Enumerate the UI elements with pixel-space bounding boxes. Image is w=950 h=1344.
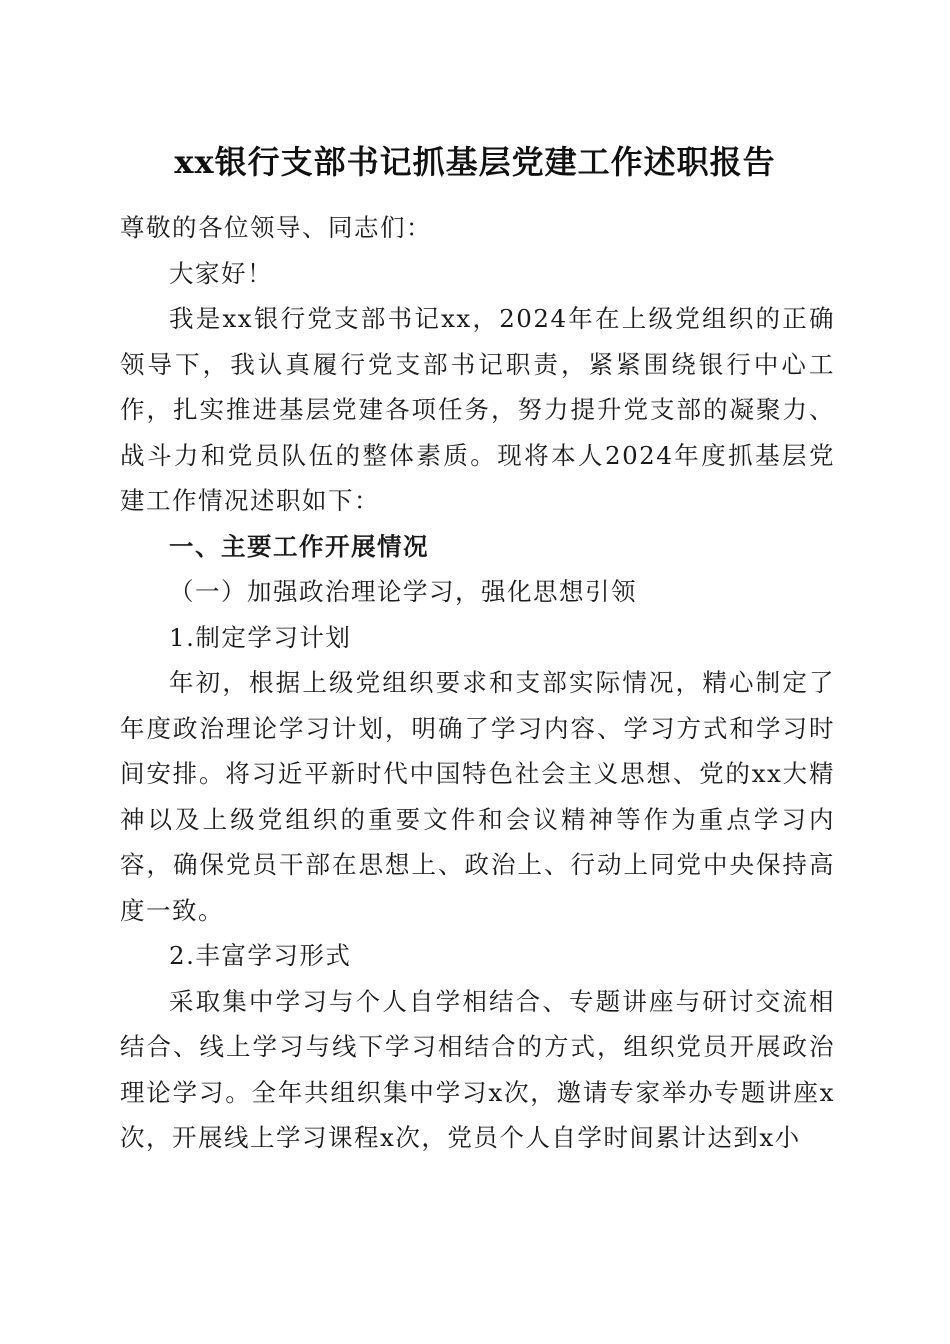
item-paragraph: 采取集中学习与个人自学相结合、专题讲座与研讨交流相结合、线上学习与线下学习相结合的方式，组织党员开展政治理论学习。全年共组织集中学习x次，邀请专家举办专题讲座x次，开展线上学习课程x次，党员个人自学时间累计达到x小 (120, 986, 835, 1152)
subsection-heading: （一）加强政治理论学习，强化思想引领 (169, 577, 637, 606)
item-heading: 1.制定学习计划 (169, 622, 352, 652)
document-title: xx银行支部书记抓基层党建工作述职报告 (174, 143, 776, 181)
salutation: 尊敬的各位领导、同志们： (120, 213, 432, 242)
document-body (120, 205, 835, 1161)
intro-paragraph: 我是xx银行党支部书记xx，2024年在上级党组织的正确领导下，我认真履行党支部书记职责，紧紧围绕银行中心工作，扎实推进基层党建各项任务，努力提升党支部的凝聚力、战斗力和党员队伍的整体素质。现将本人2024年度抓基层党建工作情况述职如下： (120, 304, 835, 515)
section-heading: 一、主要工作开展情况 (169, 531, 429, 561)
item-paragraph: 年初，根据上级党组织要求和支部实际情况，精心制定了年度政治理论学习计划，明确了学习内容、学习方式和学习时间安排。将习近平新时代中国特色社会主义思想、党的xx大精神以及上级党组织的重要文件和会议精神等作为重点学习内容，确保党员干部在思想上、政治上、行动上同党中央保持高度一致。 (120, 668, 835, 925)
greeting: 大家好！ (169, 258, 273, 288)
item-heading: 2.丰富学习形式 (169, 941, 352, 970)
